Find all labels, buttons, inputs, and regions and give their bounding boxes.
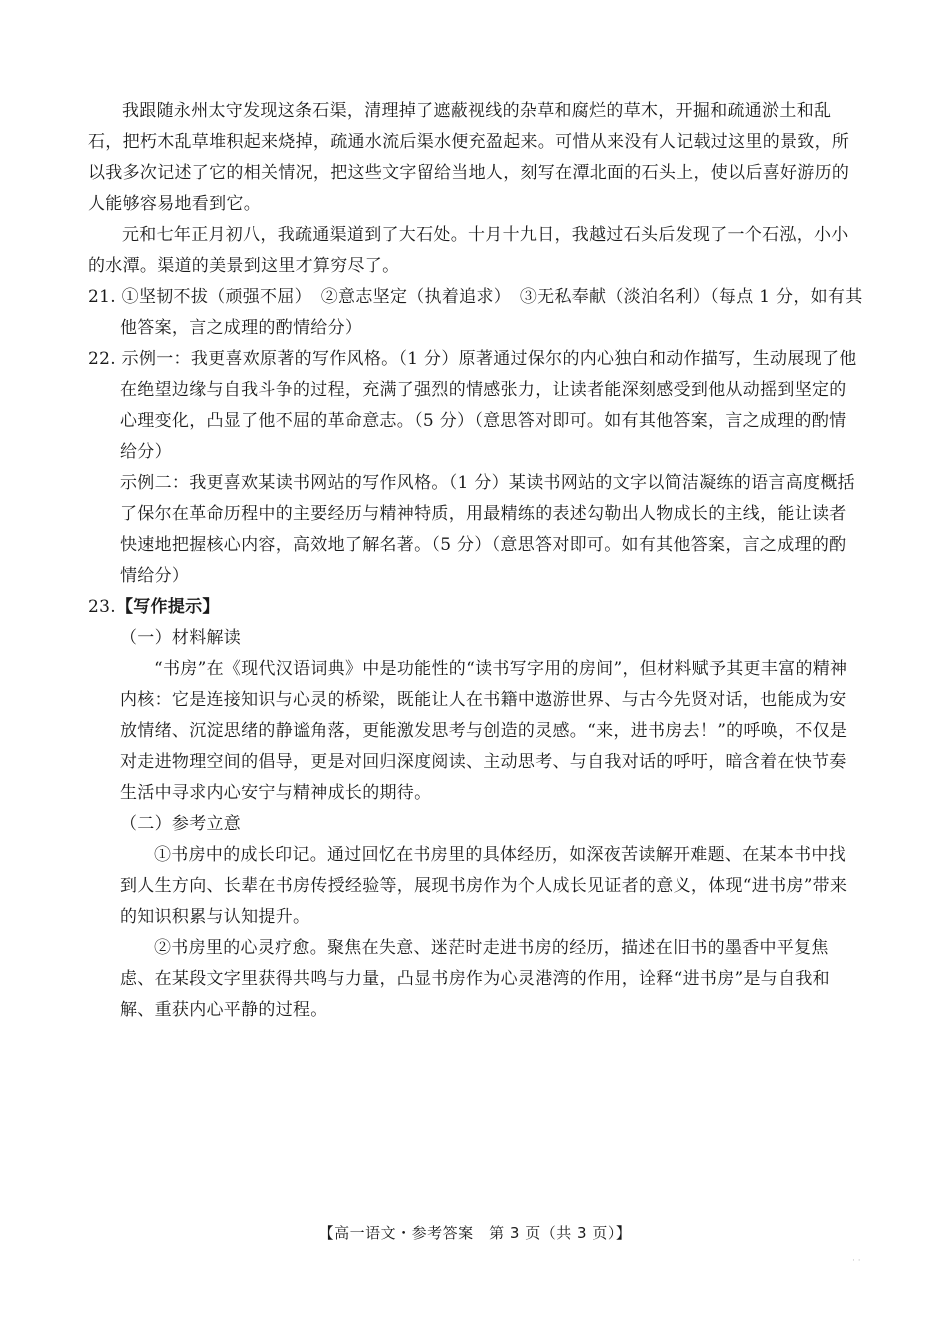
material-analysis-body: “书房”在《现代汉语词典》中是功能性的“读书写字用的房间”，但材料赋予其更丰富的精神内核：它是连接知识与心灵的桥梁，既能让人在书籍中遨游世界、与古今先贤对话，也能成为安放情绪、沉淀思绪的静谧角落，更能激发思考与创造的灵感。“来，进书房去！”的呼唤，不仅是对走进物理空间的倡导，更是对回归深度阅读、主动思考、与自我对话的呼吁，暗含着在快节奏生活中寻求内心安宁与精神成长的期待。 xyxy=(120,659,848,803)
answer-content xyxy=(88,96,863,1026)
writing-tips-heading: 【写作提示】 xyxy=(115,597,220,617)
question-23-number: 23. xyxy=(88,597,116,617)
question-21-answer: 21. ①坚韧不拔（顽强不屈） ②意志坚定（执着追求） ③无私奉献（淡泊名利）（每点 1 分，如有其他答案，言之成理的酌情给分） xyxy=(88,287,863,338)
translation-paragraph-2: 元和七年正月初八，我疏通渠道到了大石处。十月十九日，我越过石头后发现了一个石泓，小小的水潭。渠道的美景到这里才算穷尽了。 xyxy=(88,225,849,276)
reference-ideas-title: （二）参考立意 xyxy=(120,814,242,834)
material-analysis-title: （一）材料解读 xyxy=(120,628,242,648)
question-23-header xyxy=(88,592,863,623)
question-22-example-2: 示例二：我更喜欢某读书网站的写作风格。（1 分）某读书网站的文字以简洁凝练的语言高度概括了保尔在革命历程中的主要经历与精神特质，用最精练的表述勾勒出人物成长的主线，能让读者快速地把握核心内容，高效地了解名著。（5 分）（意思答对即可。如有其他答案，言之成理的酌情给分） xyxy=(120,473,855,586)
page-footer: 【高一语文・参考答案 第 3 页（共 3 页）】 xyxy=(318,1224,632,1242)
reference-idea-2: ②书房里的心灵疗愈。聚焦在失意、迷茫时走进书房的经历，描述在旧书的墨香中平复焦虑、在某段文字里获得共鸣与力量，凸显书房作为心灵港湾的作用，诠释“进书房”是与自我和解、重获内心平静的过程。 xyxy=(120,938,830,1020)
question-22-example-1: 22. 示例一：我更喜欢原著的写作风格。（1 分）原著通过保尔的内心独白和动作描写，生动展现了他在绝望边缘与自我斗争的过程，充满了强烈的情感张力，让读者能深刻感受到他从动摇到坚定的心理变化，凸显了他不屈的革命意志。（5 分）（意思答对即可。如有其他答案，言之成理的酌情给分） xyxy=(88,349,857,462)
translation-paragraph-1: 我跟随永州太守发现这条石渠，清理掉了遮蔽视线的杂草和腐烂的草木，开掘和疏通淤土和乱石，把朽木乱草堆积起来烧掉，疏通水流后渠水便充盈起来。可惜从来没有人记载过这里的景致，所以我多次记述了它的相关情况，把这些文字留给当地人，刻写在潭北面的石头上，使以后喜好游历的人能够容易地看到它。 xyxy=(88,101,850,214)
reference-idea-1: ①书房中的成长印记。通过回忆在书房里的具体经历，如深夜苦读解开难题、在某本书中找到人生方向、长辈在书房传授经验等，展现书房作为个人成长见证者的意义，体现“进书房”带来的知识积累与认知提升。 xyxy=(120,845,848,927)
corner-mark: · · xyxy=(852,1256,861,1266)
